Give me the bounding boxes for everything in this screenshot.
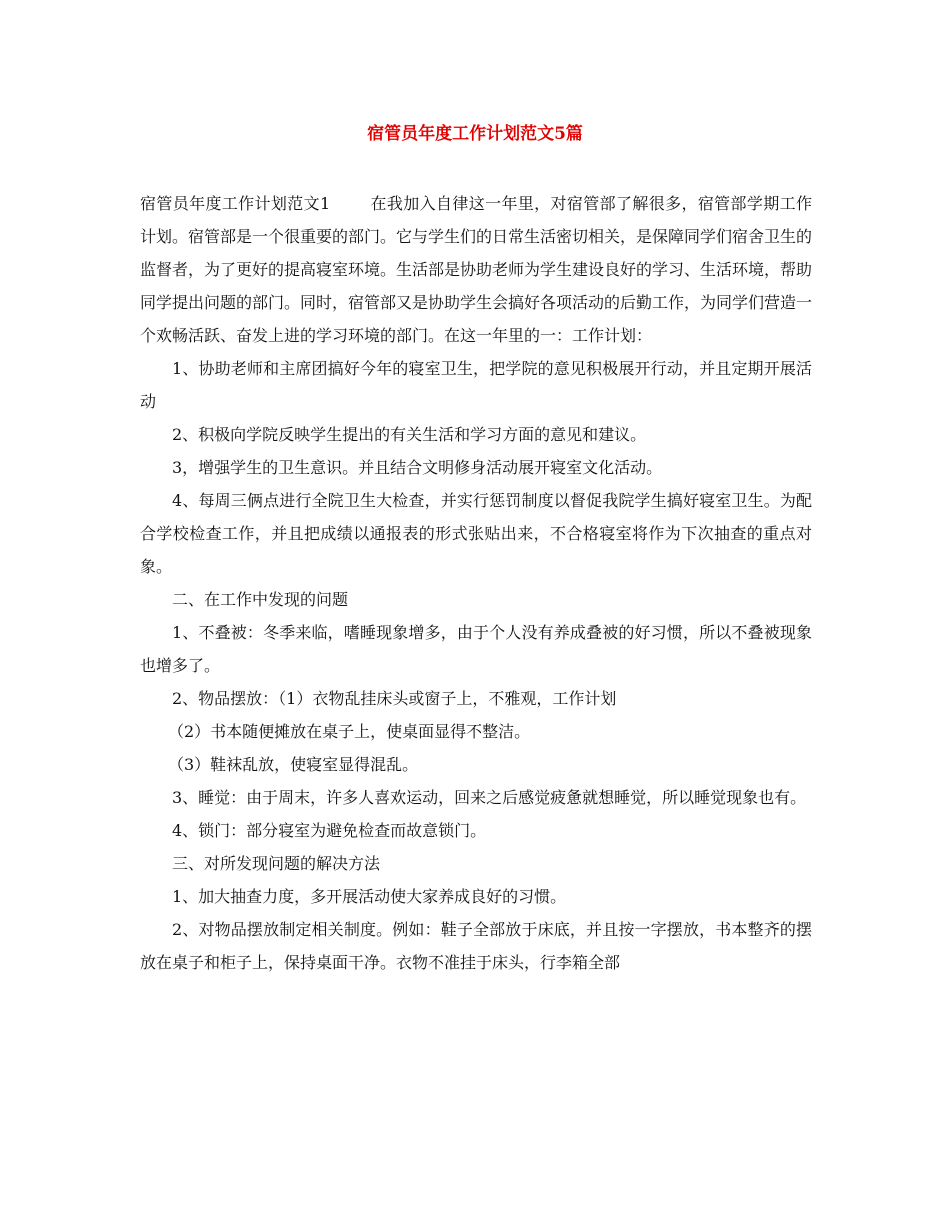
- paragraph: 3、睡觉：由于周末，许多人喜欢运动，回来之后感觉疲惫就想睡觉，所以睡觉现象也有。: [172, 788, 807, 807]
- paragraph: 1、加大抽查力度，多开展活动使大家养成良好的习惯。: [172, 887, 567, 906]
- paragraph: （3）鞋袜乱放，使寝室显得混乱。: [168, 755, 419, 774]
- paragraph: 1、协助老师和主席团搞好今年的寝室卫生，把学院的意见积极展开行动，并且定期开展活动: [140, 359, 812, 411]
- intro-text: 在我加入自律这一年里，对宿管部了解很多，宿管部学期工作计划。宿管部是一个很重要的部门。它与学生们的日常生活密切相关，是保障同学们宿舍卫生的监督者，为了更好的提高寝室环境。生活部是协助老师为学生建设良好的学习、生活环境，帮助同学提出问题的部门。同时，宿管部又是协助学生会搞好各项活动的后勤工作，为同学们营造一个欢畅活跃、奋发上进的学习环境的部门。在这一年里的一：工作计划：: [140, 194, 813, 345]
- paragraph: 2、积极向学院反映学生提出的有关生活和学习方面的意见和建议。: [172, 425, 647, 444]
- paragraph: 4、每周三俩点进行全院卫生大检查，并实行惩罚制度以督促我院学生搞好寝室卫生。为配合学校检查工作，并且把成绩以通报表的形式张贴出来，不合格寝室将作为下次抽查的重点对象。: [140, 491, 812, 576]
- paragraph: 4、锁门：部分寝室为避免检查而故意锁门。: [172, 821, 487, 840]
- paragraph: 2、对物品摆放制定相关制度。例如：鞋子全部放于床底，并且按一字摆放，书本整齐的摆放在桌子和柜子上，保持桌面干净。衣物不准挂于床头，行李箱全部: [140, 920, 812, 972]
- document-body: [140, 187, 812, 979]
- paragraph: 3，增强学生的卫生意识。并且结合文明修身活动展开寝室文化活动。: [172, 458, 663, 477]
- paragraph: 2、物品摆放：（1）衣物乱挂床头或窗子上，不雅观，工作计划: [172, 689, 617, 708]
- document-title: 宿管员年度工作计划范文5篇: [367, 124, 583, 144]
- paragraph-intro: [140, 187, 812, 352]
- section-heading: 二、在工作中发现的问题: [172, 590, 349, 609]
- section-heading: 三、对所发现问题的解决方法: [172, 854, 381, 873]
- intro-heading: 宿管员年度工作计划范文1: [140, 194, 331, 213]
- paragraph: 1、不叠被：冬季来临，嗜睡现象增多，由于个人没有养成叠被的好习惯，所以不叠被现象也增多了。: [140, 623, 812, 675]
- paragraph: （2）书本随便摊放在桌子上，使桌面显得不整洁。: [168, 722, 531, 741]
